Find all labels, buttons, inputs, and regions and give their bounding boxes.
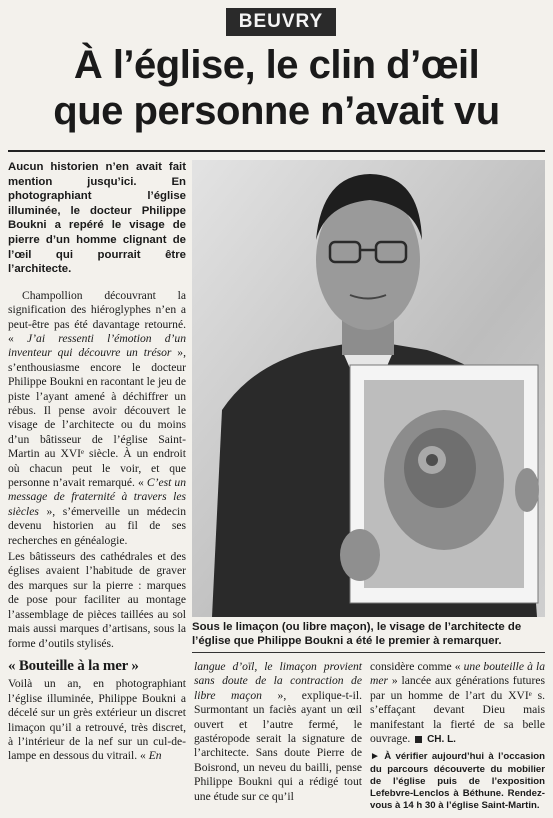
column-3-text: considère comme « une bouteille à la mer » lancée aux générations futures par un homme de l’art du XVIᵉ s. s’effaçant devant Dieu mais manifestant la fierté de sa belle ouvrage. CH. L.	[370, 660, 545, 746]
article-intro: Aucun historien n’en avait fait mention jusqu’ici. En photographiant l’église illuminée, le docteur Philippe Boukni a repéré le visage de pierre d’un homme clignant de l’œil qui pourrait être l’architecte.	[8, 161, 186, 276]
headline-rule	[8, 150, 545, 152]
headline-line-1: À l’église, le clin d’œil	[73, 43, 480, 87]
photo-caption: Sous le limaçon (ou libre maçon), le visage de l’architecte de l’église que Philippe Boukni a été le premier à remarquer.	[192, 621, 522, 647]
end-square-icon	[415, 736, 422, 743]
paragraph-1: Champollion découvrant la signification des hiéroglyphes n’en a peut-être pas été davantage retourné. « J’ai ressenti l’émotion d’un inventeur qui découvre un trésor », s’enthousiasme encore le docteur Philippe Boukni en racontant le jeu de piste l’ayant amené à déchiffrer un rébus. Il pense avoir découvert le visage de l’architecte ou du moins d’un bâtisseur de l’église Saint-Martin au XVIᵉ siècle. À un endroit où chacun peut le voir, et que personne n’avait remarqué. « C’est un message de fraternité à travers les siècles », s’émerveille un médecin devenu historien au fil de ses recherches en généalogie.	[8, 288, 187, 547]
photo-illustration	[192, 160, 545, 617]
paragraph-2: Les bâtisseurs des cathédrales et des églises avaient l’habitude de graver des marques sur la pierre : marques de pose pour faciliter au montage l’assemblage de pièces taillées au sol mais aussi marques d’artisans, sous la forme d’outils stylisés.	[8, 550, 186, 650]
section-rubric: BEUVRY	[226, 8, 336, 36]
caption-rule	[192, 652, 545, 653]
headline-line-2: que personne n’avait vu	[53, 89, 500, 133]
subheading: « Bouteille à la mer »	[8, 657, 139, 674]
column-2-text: langue d’oïl, le limaçon provient sans doute de la contraction de libre maçon », explique-t-il. Surmontant un faciès ayant un œil ouvert et l’autre fermé, le gastéropode serait la signature de l’architecte. Sans doute Pierre de Boisrond, un neveu du bailli, pense Philippe Boukni qui a rédigé tout une étude sur ce qu’il	[194, 660, 362, 803]
article-photo	[192, 160, 545, 617]
column-3	[370, 660, 545, 812]
article-headline	[8, 42, 545, 134]
author-signature: CH. L.	[427, 734, 456, 746]
info-box: ► À vérifier aujourd’hui à l’occasion du parcours découverte du mobilier de l’église puis de l’exposition Lefebvre-Lenclos à Béthune. Rendez-vous à 14 h 30 à l’église Saint-Martin.	[370, 751, 545, 812]
column-1	[8, 160, 186, 766]
paragraph-3: Voilà un an, en photographiant l’église illuminée, Philippe Boukni a décelé sur un grès extérieur un discret limaçon qu’il a retrouvé, très discret, à l’intérieur de la nef sur un cul-de-lampe en dessous du vitrail. « En	[8, 677, 186, 763]
column-2	[194, 660, 362, 806]
arrow-icon: ►	[370, 751, 380, 763]
